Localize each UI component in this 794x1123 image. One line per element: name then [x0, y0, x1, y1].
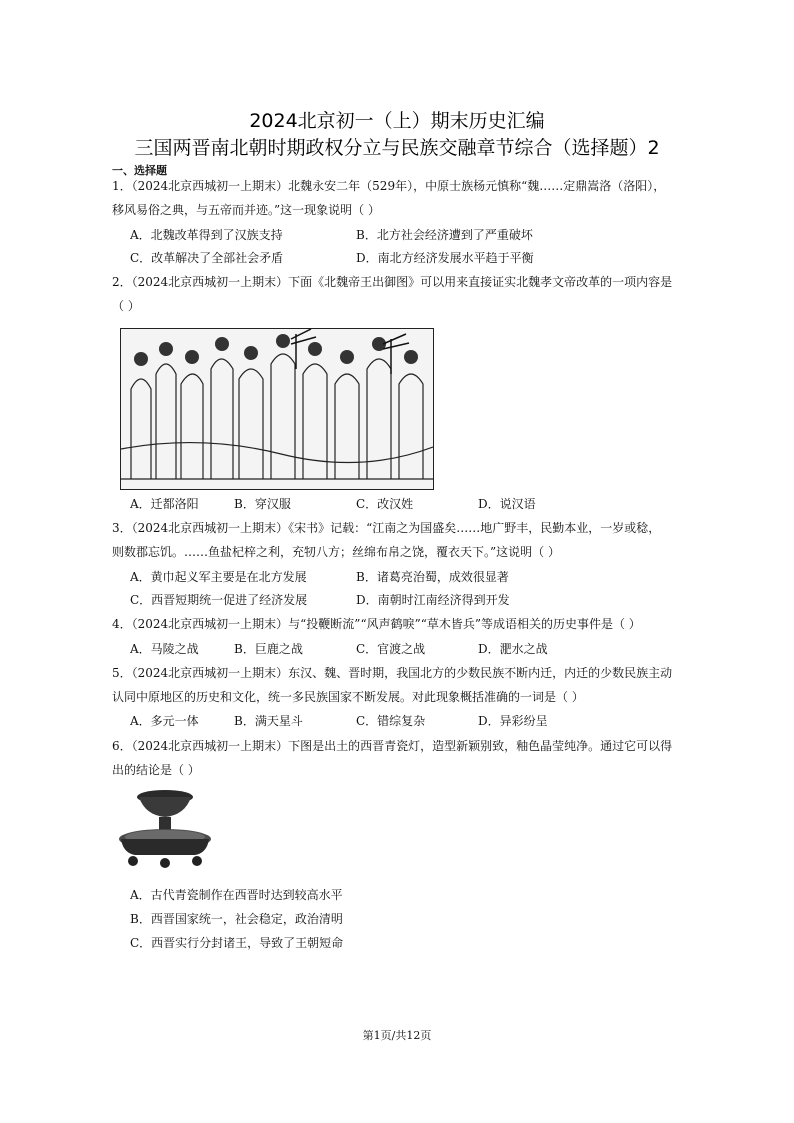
question-5-option-b: B．满天星斗	[234, 714, 303, 728]
page-title-line1: 2024北京初一（上）期末历史汇编	[249, 110, 545, 132]
question-6-option-b: B．西晋国家统一，社会稳定，政治清明	[130, 912, 343, 926]
question-5-option-c: C．错综复杂	[356, 714, 426, 728]
question-4-option-a: A．马陵之战	[130, 642, 199, 656]
page-number: 第1页/共12页	[362, 1029, 432, 1042]
question-3-line-1: 3．（2024北京西城初一上期末）《宋书》记载：“江南之为国盛矣……地广野丰，民勤本业，一岁或稔，	[112, 521, 661, 535]
question-4-option-c: C．官渡之战	[356, 642, 426, 656]
question-4-line-1: 4．（2024北京西城初一上期末）与“投鞭断流”“风声鹤唳”“草木皆兵”等成语相关的历史事件是（ ）	[112, 617, 641, 631]
question-2-option-c: C．改汉姓	[356, 497, 414, 511]
question-5-line-1: 5．（2024北京西城初一上期末）东汉、魏、晋时期，我国北方的少数民族不断内迁，内迁的少数民族主动	[112, 666, 673, 680]
question-1-option-d: D．南北方经济发展水平趋于平衡	[356, 251, 534, 265]
question-3-option-c: C．西晋短期统一促进了经济发展	[130, 593, 308, 607]
western-jin-celadon-lamp-image	[115, 783, 215, 873]
question-1-line-1: 1．（2024北京西城初一上期末）北魏永安二年（529年），中原士族杨元慎称“魏……定鼎嵩洛（洛阳），	[112, 179, 666, 193]
question-1-option-b: B．北方社会经济遭到了严重破坏	[356, 228, 533, 242]
question-2-line-1: 2．（2024北京西城初一上期末）下面《北魏帝王出御图》可以用来直接证实北魏孝文帝改革的一项内容是	[112, 275, 673, 289]
question-3-option-b: B．诸葛亮治蜀，成效很显著	[356, 570, 509, 584]
question-3-option-a: A．黄巾起义军主要是在北方发展	[130, 570, 307, 584]
question-1-option-a: A．北魏改革得到了汉族支持	[130, 228, 283, 242]
question-6-line-1: 6．（2024北京西城初一上期末）下图是出土的西晋青瓷灯，造型新颖别致，釉色晶莹纯净。通过它可以得	[112, 739, 673, 753]
question-3-line-2: 则数郡忘饥。……鱼盐杞梓之利，充牣八方；丝绵布帛之饶，覆衣天下。”这说明（ ）	[112, 545, 560, 559]
question-1-option-c: C．改革解决了全部社会矛盾	[130, 251, 284, 265]
question-4-option-b: B．巨鹿之战	[234, 642, 303, 656]
question-2-option-b: B．穿汉服	[234, 497, 291, 511]
page-title-line2: 三国两晋南北朝时期政权分立与民族交融章节综合（选择题）2	[134, 137, 660, 159]
question-5-line-2: 认同中原地区的历史和文化，统一多民族国家不断发展。对此现象概括准确的一词是（ ）	[112, 690, 584, 704]
question-2-option-d: D．说汉语	[478, 497, 536, 511]
question-5-option-d: D．异彩纷呈	[478, 714, 548, 728]
question-2-option-a: A．迁都洛阳	[130, 497, 199, 511]
question-1-line-2: 移风易俗之典，与五帝而并迹。”这一现象说明（ ）	[112, 203, 380, 217]
question-6-option-a: A．古代青瓷制作在西晋时达到较高水平	[130, 888, 343, 902]
question-6-option-c: C．西晋实行分封诸王，导致了王朝短命	[130, 936, 344, 950]
question-4-option-d: D．淝水之战	[478, 642, 548, 656]
question-5-option-a: A．多元一体	[130, 714, 199, 728]
question-2-line-2: （ ）	[112, 299, 140, 313]
question-3-option-d: D．南朝时江南经济得到开发	[356, 593, 510, 607]
question-6-line-2: 出的结论是（ ）	[112, 763, 200, 777]
northern-wei-emperor-procession-image	[120, 328, 434, 490]
section-title: 一、选择题	[112, 164, 167, 177]
